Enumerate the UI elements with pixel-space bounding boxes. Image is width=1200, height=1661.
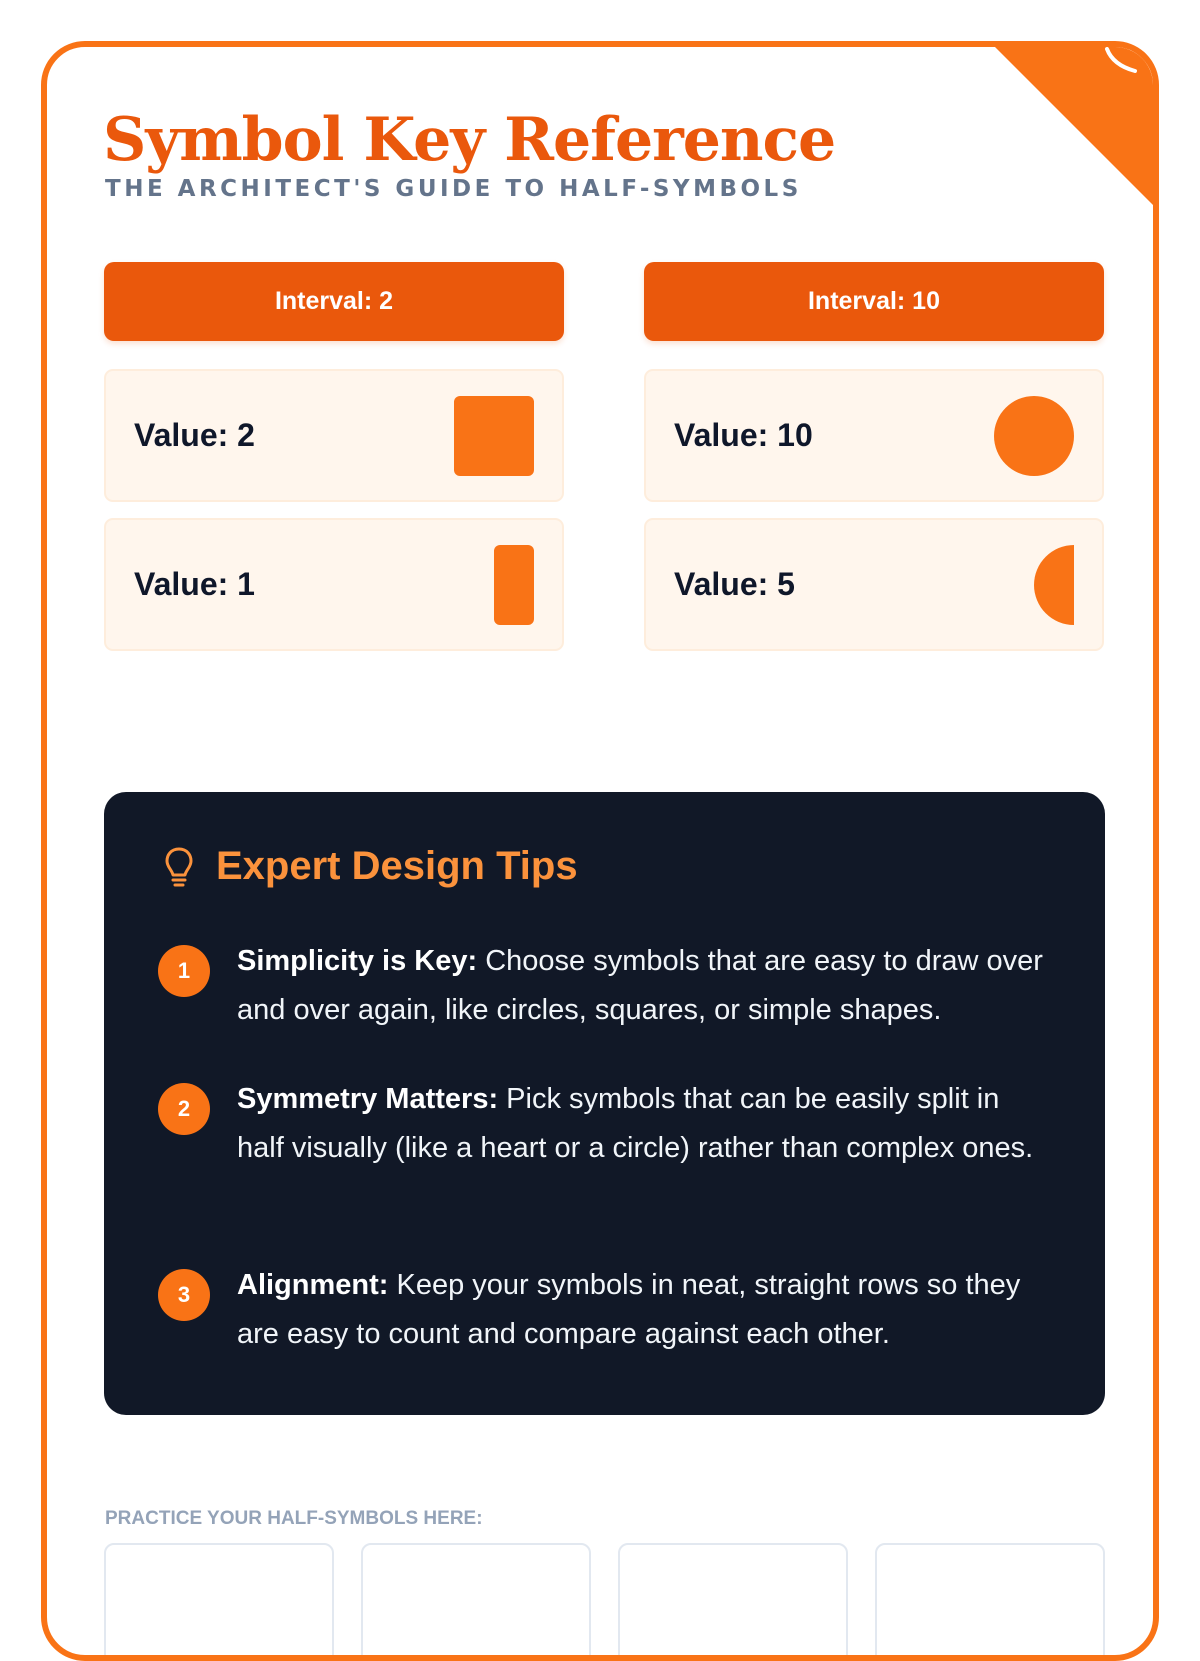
half-square-icon <box>494 545 534 625</box>
value-label: Value: 2 <box>134 417 255 453</box>
tip-title: Alignment: <box>237 1269 389 1301</box>
corner-fold-decoration <box>989 41 1159 211</box>
tips-header <box>162 844 578 889</box>
tip-number-badge: 1 <box>158 945 210 997</box>
interval-10-key <box>644 262 1104 651</box>
expert-tips-panel <box>104 792 1105 1415</box>
tips-title: Expert Design Tips <box>216 844 578 888</box>
tip-item <box>158 1075 1048 1173</box>
reference-card <box>41 41 1159 1661</box>
value-label: Value: 5 <box>674 566 795 602</box>
half-circle-icon <box>1034 545 1074 625</box>
tip-item <box>158 1261 1048 1359</box>
page-title: Symbol Key Reference <box>103 105 836 175</box>
square-icon <box>454 396 534 476</box>
tip-number-badge: 3 <box>158 1269 210 1321</box>
practice-box[interactable] <box>104 1543 334 1661</box>
value-label: Value: 10 <box>674 417 813 453</box>
practice-label: PRACTICE YOUR HALF-SYMBOLS HERE: <box>105 1508 483 1529</box>
tip-body: Keep your symbols in neat, straight rows so they are easy to count and compare against each other. <box>237 1269 1021 1350</box>
value-row-2 <box>104 369 564 502</box>
value-row-10 <box>644 369 1104 502</box>
practice-box[interactable] <box>618 1543 848 1661</box>
practice-box[interactable] <box>361 1543 591 1661</box>
tip-title: Symmetry Matters: <box>237 1083 499 1115</box>
value-row-1 <box>104 518 564 651</box>
lightbulb-icon <box>162 845 196 889</box>
value-label: Value: 1 <box>134 566 255 602</box>
tip-number-badge: 2 <box>158 1083 210 1135</box>
interval-10-header: Interval: 10 <box>644 262 1104 341</box>
interval-2-key <box>104 262 564 651</box>
page-subtitle: THE ARCHITECT'S GUIDE TO HALF-SYMBOLS <box>105 176 802 202</box>
value-row-5 <box>644 518 1104 651</box>
tip-item <box>158 937 1048 1035</box>
tip-body: Choose symbols that are easy to draw over and over again, like circles, squares, or simple shapes. <box>237 945 1043 1026</box>
practice-box[interactable] <box>875 1543 1105 1661</box>
tip-text <box>237 937 1048 1035</box>
interval-2-header: Interval: 2 <box>104 262 564 341</box>
tip-body: Pick symbols that can be easily split in half visually (like a heart or a circle) rather than complex ones. <box>237 1083 1034 1164</box>
circle-icon <box>994 396 1074 476</box>
tip-text <box>237 1075 1048 1173</box>
tip-text <box>237 1261 1048 1359</box>
tip-title: Simplicity is Key: <box>237 945 478 977</box>
